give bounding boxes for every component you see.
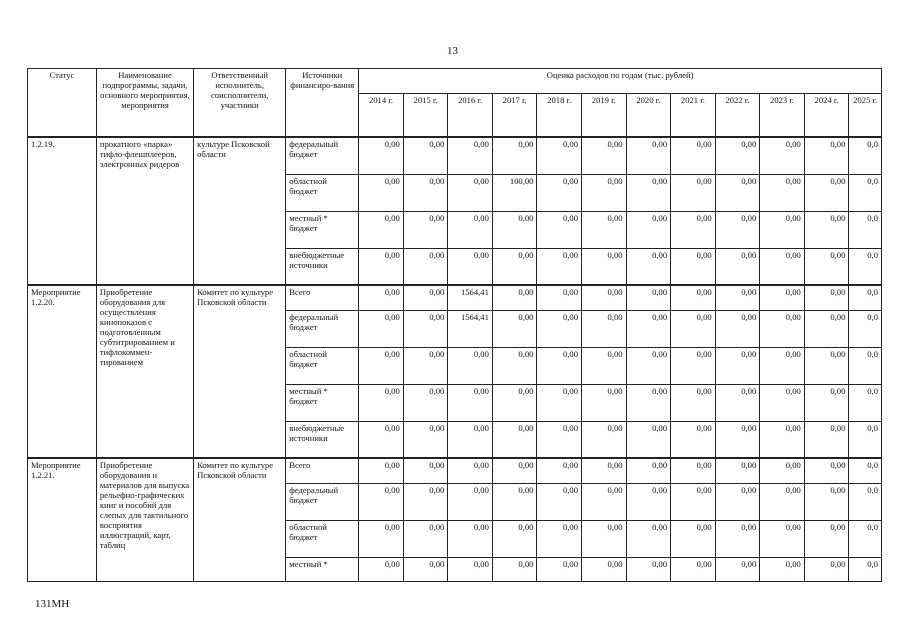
amount-cell: 0,00 — [537, 557, 582, 581]
amount-cell: 0,00 — [626, 310, 671, 347]
amount-cell: 0,00 — [403, 458, 448, 483]
year-header: 2022 г. — [715, 94, 760, 138]
header-expenses: Оценка расходов по годам (тыс. рублей) — [359, 69, 882, 94]
amount-cell: 0,00 — [359, 421, 404, 458]
amount-cell: 0,00 — [671, 248, 716, 285]
funding-source: областной бюджет — [286, 347, 359, 384]
amount-cell: 0,00 — [359, 137, 404, 174]
amount-cell: 0,0 — [849, 347, 882, 384]
amount-cell: 0,00 — [403, 137, 448, 174]
amount-cell: 0,00 — [359, 211, 404, 248]
funding-source: внебюджетные источники — [286, 248, 359, 285]
amount-cell: 0,00 — [671, 557, 716, 581]
amount-cell: 0,00 — [760, 174, 805, 211]
year-header: 2020 г. — [626, 94, 671, 138]
funding-source: местный * — [286, 557, 359, 581]
amount-cell: 0,00 — [804, 285, 849, 310]
year-header: 2025 г. — [849, 94, 882, 138]
amount-cell: 0,00 — [403, 421, 448, 458]
amount-cell: 0,00 — [492, 285, 537, 310]
amount-cell: 0,00 — [448, 211, 493, 248]
amount-cell: 0,00 — [671, 211, 716, 248]
year-header: 2023 г. — [760, 94, 805, 138]
amount-cell: 0,00 — [448, 520, 493, 557]
amount-cell: 0,00 — [626, 211, 671, 248]
amount-cell: 0,00 — [537, 483, 582, 520]
amount-cell: 0,00 — [448, 458, 493, 483]
year-header: 2014 г. — [359, 94, 404, 138]
amount-cell: 0,00 — [804, 421, 849, 458]
amount-cell: 0,00 — [804, 458, 849, 483]
amount-cell: 0,00 — [626, 483, 671, 520]
funding-source: Всего — [286, 458, 359, 483]
amount-cell: 0,00 — [715, 310, 760, 347]
amount-cell: 0,00 — [582, 310, 627, 347]
amount-cell: 0,00 — [582, 285, 627, 310]
table-row — [28, 458, 882, 483]
amount-cell: 0,00 — [582, 458, 627, 483]
funding-source: местный * бюджет — [286, 384, 359, 421]
funding-source: федеральный бюджет — [286, 310, 359, 347]
amount-cell: 0,00 — [671, 458, 716, 483]
header-sources: Источники финансиро-вания — [286, 69, 359, 138]
funding-source: внебюджетные источники — [286, 421, 359, 458]
header-responsible: Ответственный исполнитель, соисполнители, участники — [194, 69, 286, 138]
amount-cell: 0,00 — [403, 174, 448, 211]
amount-cell: 0,00 — [760, 310, 805, 347]
amount-cell: 0,00 — [715, 248, 760, 285]
amount-cell: 0,00 — [715, 520, 760, 557]
amount-cell: 1564,41 — [448, 310, 493, 347]
amount-cell: 0,00 — [715, 174, 760, 211]
amount-cell: 0,00 — [403, 211, 448, 248]
group-status: 1.2.19. — [28, 137, 97, 285]
year-header: 2024 г. — [804, 94, 849, 138]
amount-cell: 0,00 — [671, 483, 716, 520]
amount-cell: 0,00 — [760, 458, 805, 483]
funding-source: Всего — [286, 285, 359, 310]
amount-cell: 0,00 — [760, 211, 805, 248]
amount-cell: 0,00 — [626, 137, 671, 174]
amount-cell: 0,00 — [715, 211, 760, 248]
amount-cell: 0,00 — [582, 520, 627, 557]
header-status: Статус — [28, 69, 97, 138]
amount-cell: 0,00 — [671, 137, 716, 174]
amount-cell: 0,00 — [359, 557, 404, 581]
amount-cell: 0,00 — [359, 310, 404, 347]
amount-cell: 0,00 — [715, 483, 760, 520]
amount-cell: 0,00 — [582, 483, 627, 520]
amount-cell: 0,00 — [448, 248, 493, 285]
amount-cell: 0,00 — [359, 248, 404, 285]
amount-cell: 0,00 — [582, 421, 627, 458]
amount-cell: 0,00 — [492, 384, 537, 421]
amount-cell: 0,00 — [403, 310, 448, 347]
amount-cell: 0,00 — [671, 285, 716, 310]
funding-source: местный * бюджет — [286, 211, 359, 248]
amount-cell: 0,00 — [804, 211, 849, 248]
amount-cell: 0,00 — [626, 285, 671, 310]
amount-cell: 0,00 — [492, 557, 537, 581]
amount-cell: 0,00 — [492, 347, 537, 384]
group-status: Мероприятие 1.2.21. — [28, 458, 97, 581]
amount-cell: 0,00 — [760, 384, 805, 421]
amount-cell: 0,00 — [671, 174, 716, 211]
amount-cell: 0,00 — [492, 248, 537, 285]
year-header: 2017 г. — [492, 94, 537, 138]
amount-cell: 0,0 — [849, 557, 882, 581]
amount-cell: 0,0 — [849, 310, 882, 347]
amount-cell: 0,00 — [804, 137, 849, 174]
amount-cell: 0,00 — [582, 248, 627, 285]
amount-cell: 0,00 — [448, 384, 493, 421]
amount-cell: 0,0 — [849, 483, 882, 520]
amount-cell: 0,00 — [804, 557, 849, 581]
amount-cell: 0,00 — [403, 520, 448, 557]
amount-cell: 0,00 — [582, 347, 627, 384]
amount-cell: 0,00 — [671, 384, 716, 421]
amount-cell: 0,00 — [537, 347, 582, 384]
amount-cell: 0,00 — [448, 483, 493, 520]
amount-cell: 0,00 — [804, 310, 849, 347]
amount-cell: 0,00 — [359, 347, 404, 384]
amount-cell: 0,00 — [760, 137, 805, 174]
amount-cell: 0,00 — [492, 421, 537, 458]
year-header: 2019 г. — [582, 94, 627, 138]
table-header — [28, 69, 882, 138]
footer-code: 131МН — [35, 598, 70, 610]
amount-cell: 0,00 — [537, 248, 582, 285]
amount-cell: 0,0 — [849, 421, 882, 458]
amount-cell: 0,00 — [760, 483, 805, 520]
amount-cell: 0,00 — [671, 520, 716, 557]
amount-cell: 0,00 — [537, 285, 582, 310]
amount-cell: 0,00 — [359, 285, 404, 310]
amount-cell: 0,00 — [804, 347, 849, 384]
amount-cell: 0,00 — [804, 520, 849, 557]
amount-cell: 0,00 — [537, 174, 582, 211]
amount-cell: 0,00 — [626, 557, 671, 581]
amount-cell: 0,0 — [849, 458, 882, 483]
amount-cell: 0,00 — [403, 285, 448, 310]
funding-source: федеральный бюджет — [286, 137, 359, 174]
amount-cell: 0,00 — [715, 421, 760, 458]
amount-cell: 0,00 — [448, 557, 493, 581]
amount-cell: 0,00 — [715, 384, 760, 421]
year-header: 2015 г. — [403, 94, 448, 138]
amount-cell: 0,00 — [359, 483, 404, 520]
amount-cell: 0,0 — [849, 520, 882, 557]
amount-cell: 0,00 — [804, 384, 849, 421]
amount-cell: 0,00 — [537, 137, 582, 174]
amount-cell: 0,00 — [671, 347, 716, 384]
amount-cell: 0,00 — [582, 137, 627, 174]
amount-cell: 0,00 — [359, 520, 404, 557]
page-number: 13 — [447, 45, 458, 57]
amount-cell: 0,00 — [582, 384, 627, 421]
year-header: 2016 г. — [448, 94, 493, 138]
amount-cell: 0,00 — [626, 248, 671, 285]
amount-cell: 0,0 — [849, 384, 882, 421]
amount-cell: 0,00 — [448, 137, 493, 174]
amount-cell: 0,00 — [626, 384, 671, 421]
amount-cell: 0,00 — [537, 384, 582, 421]
amount-cell: 0,00 — [403, 384, 448, 421]
amount-cell: 0,00 — [537, 520, 582, 557]
group-name: Приобретение оборудования и материалов для выпуска рельефно-графических книг и пособий для слепых для тактильного восприятия иллюстраций, карт, таблиц — [96, 458, 193, 581]
amount-cell: 0,0 — [849, 285, 882, 310]
group-name: прокатного «парка» тифло-флешплееров, электронных ридеров — [96, 137, 193, 285]
amount-cell: 0,00 — [715, 557, 760, 581]
group-responsible: Комитет по культуре Псковской области — [194, 285, 286, 458]
amount-cell: 0,0 — [849, 248, 882, 285]
amount-cell: 0,0 — [849, 211, 882, 248]
budget-table — [27, 68, 882, 582]
amount-cell: 0,00 — [492, 520, 537, 557]
amount-cell: 0,00 — [715, 347, 760, 384]
amount-cell: 0,00 — [582, 557, 627, 581]
group-name: Приобретение оборудования для осуществления кинопоказов с подготовленным субтитрированием и тифлокоммен-тированием — [96, 285, 193, 458]
year-header: 2021 г. — [671, 94, 716, 138]
amount-cell: 0,00 — [448, 421, 493, 458]
amount-cell: 0,00 — [492, 458, 537, 483]
amount-cell: 0,00 — [760, 557, 805, 581]
amount-cell: 0,00 — [492, 310, 537, 347]
amount-cell: 0,00 — [582, 211, 627, 248]
amount-cell: 0,0 — [849, 137, 882, 174]
amount-cell: 0,00 — [537, 310, 582, 347]
amount-cell: 0,00 — [403, 248, 448, 285]
amount-cell: 0,00 — [760, 285, 805, 310]
amount-cell: 0,00 — [804, 174, 849, 211]
amount-cell: 0,00 — [537, 458, 582, 483]
year-header: 2018 г. — [537, 94, 582, 138]
amount-cell: 0,00 — [760, 248, 805, 285]
amount-cell: 0,00 — [760, 520, 805, 557]
amount-cell: 0,00 — [671, 310, 716, 347]
table-row — [28, 137, 882, 174]
amount-cell: 0,00 — [626, 174, 671, 211]
amount-cell: 0,00 — [626, 458, 671, 483]
group-responsible: Комитет по культуре Псковской области — [194, 458, 286, 581]
amount-cell: 0,00 — [582, 174, 627, 211]
amount-cell: 0,00 — [671, 421, 716, 458]
amount-cell: 0,00 — [804, 483, 849, 520]
amount-cell: 0,00 — [715, 137, 760, 174]
amount-cell: 0,00 — [403, 347, 448, 384]
amount-cell: 0,00 — [715, 458, 760, 483]
amount-cell: 0,00 — [403, 557, 448, 581]
amount-cell: 0,00 — [715, 285, 760, 310]
amount-cell: 0,00 — [804, 248, 849, 285]
amount-cell: 0,00 — [359, 458, 404, 483]
amount-cell: 1564,41 — [448, 285, 493, 310]
table-body — [28, 137, 882, 581]
amount-cell: 0,00 — [537, 211, 582, 248]
group-responsible: культуре Псковской области — [194, 137, 286, 285]
amount-cell: 0,00 — [492, 137, 537, 174]
amount-cell: 0,00 — [492, 483, 537, 520]
funding-source: областной бюджет — [286, 174, 359, 211]
amount-cell: 100,00 — [492, 174, 537, 211]
amount-cell: 0,00 — [537, 421, 582, 458]
funding-source: областной бюджет — [286, 520, 359, 557]
amount-cell: 0,0 — [849, 174, 882, 211]
table-row — [28, 285, 882, 310]
amount-cell: 0,00 — [359, 384, 404, 421]
header-name: Наименование подпрограммы, задачи, основного мероприятия, мероприятия — [96, 69, 193, 138]
amount-cell: 0,00 — [359, 174, 404, 211]
group-status: Мероприятие 1.2.20. — [28, 285, 97, 458]
amount-cell: 0,00 — [760, 347, 805, 384]
amount-cell: 0,00 — [492, 211, 537, 248]
funding-source: федеральный бюджет — [286, 483, 359, 520]
amount-cell: 0,00 — [626, 347, 671, 384]
amount-cell: 0,00 — [448, 174, 493, 211]
amount-cell: 0,00 — [760, 421, 805, 458]
amount-cell: 0,00 — [403, 483, 448, 520]
amount-cell: 0,00 — [626, 520, 671, 557]
amount-cell: 0,00 — [626, 421, 671, 458]
amount-cell: 0,00 — [448, 347, 493, 384]
